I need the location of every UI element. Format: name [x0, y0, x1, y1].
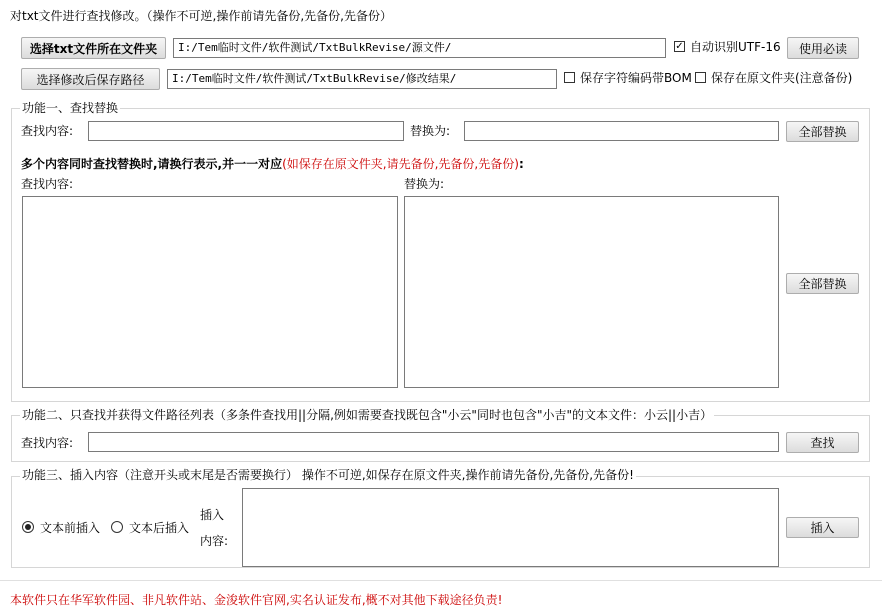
func2-find-input[interactable]	[88, 432, 779, 452]
insert-before-label: 文本前插入	[40, 521, 101, 535]
search-button[interactable]: 查找	[786, 432, 859, 453]
source-path-field[interactable]: I:/Tem临时文件/软件测试/TxtBulkRevise/源文件/	[173, 38, 666, 58]
multi-note-end: :	[518, 157, 524, 171]
multi-note-text: 多个内容同时查找替换时,请换行表示,并一一对应	[21, 157, 283, 171]
insert-content-label-line1: 插入	[200, 508, 225, 522]
find-label: 查找内容:	[21, 124, 74, 138]
function2-legend: 功能二、只查找并获得文件路径列表（多条件查找用||分隔,例如需要查找既包含"小云"同时也包含"小吉"的文本文件：小云||小吉）	[22, 408, 713, 422]
multi-note-warning: (如保存在原文件夹,请先备份,先备份,先备份)	[282, 157, 519, 171]
replace-input[interactable]	[464, 121, 779, 141]
save-in-source-label: 保存在原文件夹(注意备份)	[711, 71, 853, 85]
footer-notice: 本软件只在华军软件园、非凡软件站、金浚软件官网,实名认证发布,概不对其他下载途径负责!	[10, 593, 503, 607]
multi-replace-all-button[interactable]: 全部替换	[786, 273, 859, 294]
page-title: 对txt文件进行查找修改。（操作不可逆,操作前请先备份,先备份,先备份）	[10, 9, 392, 23]
bom-checkbox[interactable]	[564, 72, 575, 83]
insert-button[interactable]: 插入	[786, 517, 859, 538]
multi-find-label: 查找内容:	[21, 177, 74, 191]
multi-note	[21, 157, 524, 171]
replace-label: 替换为:	[410, 124, 451, 138]
auto-utf16-label: 自动识别UTF-16	[690, 40, 781, 54]
insert-content-textarea[interactable]	[242, 488, 779, 567]
replace-all-button[interactable]: 全部替换	[786, 121, 859, 142]
select-save-path-button[interactable]: 选择修改后保存路径	[21, 68, 160, 90]
insert-before-radio[interactable]	[22, 521, 34, 533]
func2-find-label: 查找内容:	[21, 436, 74, 450]
find-input[interactable]	[88, 121, 404, 141]
multi-replace-label: 替换为:	[404, 177, 445, 191]
multi-find-textarea[interactable]	[22, 196, 398, 388]
bom-label: 保存字符编码带BOM	[580, 71, 692, 85]
insert-after-label: 文本后插入	[129, 521, 190, 535]
select-source-folder-button[interactable]: 选择txt文件所在文件夹	[21, 37, 166, 59]
insert-after-radio[interactable]	[111, 521, 123, 533]
radio-selected-dot	[25, 524, 31, 530]
function1-legend: 功能一、查找替换	[22, 101, 119, 115]
auto-utf16-checkbox[interactable]: ✓	[675, 40, 684, 52]
save-in-source-checkbox[interactable]	[695, 72, 706, 83]
multi-replace-textarea[interactable]	[404, 196, 779, 388]
must-read-button[interactable]: 使用必读	[787, 37, 859, 59]
save-path-field[interactable]: I:/Tem临时文件/软件测试/TxtBulkRevise/修改结果/	[167, 69, 557, 89]
insert-content-label-line2: 内容:	[200, 534, 229, 548]
function3-legend: 功能三、插入内容（注意开头或末尾是否需要换行） 操作不可逆,如保存在原文件夹,操作前请先备份,先备份,先备份!	[22, 468, 634, 482]
footer-divider	[0, 580, 882, 581]
